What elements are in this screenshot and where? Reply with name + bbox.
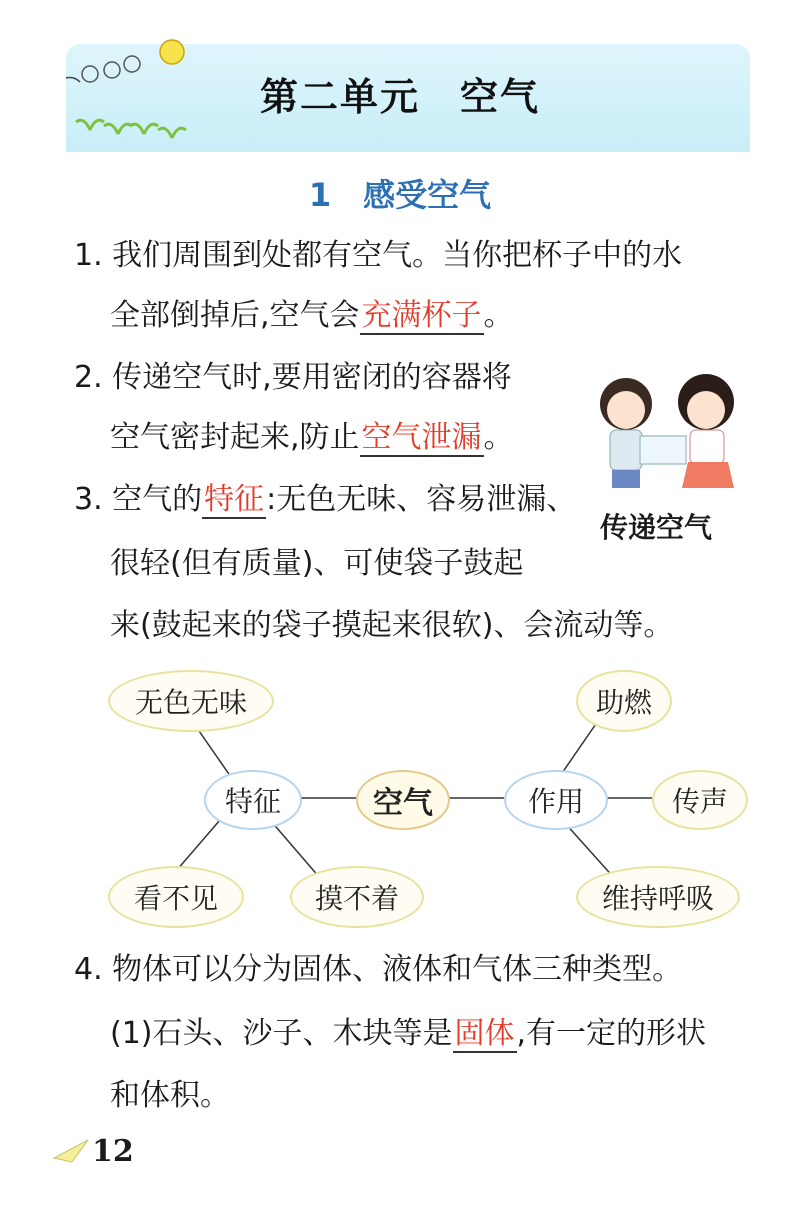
passing-air-illustration	[592, 368, 742, 498]
item-2-text-2: 空气密封起来,防止	[110, 420, 360, 455]
item-4-sub-text-2: ,有一定的形状	[516, 1016, 707, 1051]
item-3-number: 3.	[74, 482, 103, 517]
node-sound-transmission: 传声	[652, 770, 748, 830]
item-3-line-3: 来(鼓起来的袋子摸起来很软)、会流动等。	[110, 608, 674, 643]
item-4-text: 物体可以分为固体、液体和气体三种类型。	[112, 952, 683, 987]
page-number: 12	[92, 1134, 134, 1169]
item-1-line-2	[110, 296, 514, 336]
item-1-text-3: 。	[483, 298, 514, 333]
node-invisible: 看不见	[108, 866, 244, 928]
item-2-number: 2.	[74, 360, 103, 395]
item-3-line-1	[74, 480, 576, 520]
illustration-caption: 传递空气	[600, 511, 713, 544]
node-colorless-odorless: 无色无味	[108, 670, 274, 732]
item-2-line-1	[74, 358, 512, 398]
item-3-line-2: 很轻(但有质量)、可使袋子鼓起	[110, 546, 524, 581]
item-4-line-1	[74, 950, 682, 990]
node-intangible: 摸不着	[290, 866, 424, 928]
item-4-sub-2: 和体积。	[110, 1078, 230, 1113]
item-4-number: 4.	[74, 952, 103, 987]
item-1-text: 我们周围到处都有空气。当你把杯子中的水	[112, 238, 683, 273]
item-3-answer: 特征	[204, 482, 265, 517]
node-breathing: 维持呼吸	[576, 866, 740, 928]
item-4-sub-1	[110, 1014, 706, 1054]
item-1-number: 1.	[74, 238, 103, 273]
item-4-sub-text: (1)石头、沙子、木块等是	[110, 1016, 453, 1051]
item-2-text: 传递空气时,要用密闭的容器将	[112, 360, 512, 395]
lesson-title: 1 感受空气	[308, 176, 492, 214]
item-2-line-2	[110, 418, 514, 458]
item-3-text: 空气的	[112, 482, 203, 517]
hub-characteristics: 特征	[204, 770, 302, 830]
item-1-text-2: 全部倒掉后,空气会	[110, 298, 360, 333]
item-3-text-2: :无色无味、容易泄漏、	[266, 482, 577, 517]
hub-functions: 作用	[504, 770, 608, 830]
paper-plane-icon	[52, 1136, 92, 1166]
node-combustion: 助燃	[576, 670, 672, 732]
item-1-line-1	[74, 236, 682, 276]
item-2-answer: 空气泄漏	[361, 420, 482, 455]
item-4-answer: 固体	[454, 1016, 515, 1051]
unit-title: 第二单元 空气	[259, 75, 540, 119]
item-1-answer: 充满杯子	[361, 298, 482, 333]
item-2-text-3: 。	[483, 420, 514, 455]
center-node-air: 空气	[356, 770, 450, 830]
